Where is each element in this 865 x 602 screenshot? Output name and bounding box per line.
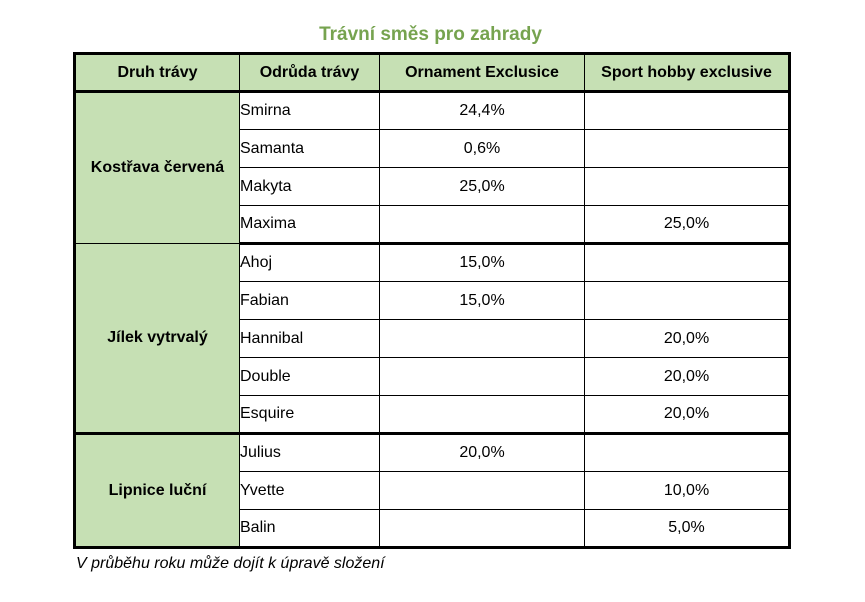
variety-cell: Maxima xyxy=(240,206,380,244)
table-row xyxy=(75,434,790,472)
ornament-value xyxy=(380,358,585,396)
sport-value xyxy=(585,434,790,472)
variety-cell: Samanta xyxy=(240,130,380,168)
sport-value xyxy=(585,130,790,168)
variety-cell: Esquire xyxy=(240,396,380,434)
sport-value: 25,0% xyxy=(585,206,790,244)
sport-value: 10,0% xyxy=(585,472,790,510)
table-header-row xyxy=(75,54,790,92)
header-sport-hobby-exclusive: Sport hobby exclusive xyxy=(585,54,790,92)
ornament-value: 15,0% xyxy=(380,282,585,320)
header-ornament-exclusice: Ornament Exclusice xyxy=(380,54,585,92)
ornament-value xyxy=(380,206,585,244)
ornament-value xyxy=(380,396,585,434)
variety-cell: Balin xyxy=(240,510,380,548)
variety-cell: Hannibal xyxy=(240,320,380,358)
ornament-value: 25,0% xyxy=(380,168,585,206)
sport-value xyxy=(585,92,790,130)
ornament-value: 24,4% xyxy=(380,92,585,130)
species-cell: Lipnice luční xyxy=(75,434,240,548)
sport-value xyxy=(585,244,790,282)
ornament-value: 20,0% xyxy=(380,434,585,472)
sport-value xyxy=(585,282,790,320)
grass-mix-table xyxy=(73,52,791,549)
composition-note: V průběhu roku může dojít k úpravě složení xyxy=(76,555,385,572)
ornament-value xyxy=(380,472,585,510)
variety-cell: Ahoj xyxy=(240,244,380,282)
header-species: Druh trávy xyxy=(75,54,240,92)
ornament-value xyxy=(380,320,585,358)
ornament-value: 15,0% xyxy=(380,244,585,282)
variety-cell: Makyta xyxy=(240,168,380,206)
species-cell: Kostřava červená xyxy=(75,92,240,244)
variety-cell: Fabian xyxy=(240,282,380,320)
species-cell: Jílek vytrvalý xyxy=(75,244,240,434)
ornament-value xyxy=(380,510,585,548)
variety-cell: Julius xyxy=(240,434,380,472)
header-variety: Odrůda trávy xyxy=(240,54,380,92)
sport-value: 20,0% xyxy=(585,320,790,358)
sport-value xyxy=(585,168,790,206)
sport-value: 20,0% xyxy=(585,358,790,396)
sport-value: 5,0% xyxy=(585,510,790,548)
ornament-value: 0,6% xyxy=(380,130,585,168)
document-title: Trávní směs pro zahrady xyxy=(319,24,542,45)
table-body xyxy=(75,92,790,548)
sport-value: 20,0% xyxy=(585,396,790,434)
table-row xyxy=(75,244,790,282)
variety-cell: Yvette xyxy=(240,472,380,510)
variety-cell: Smirna xyxy=(240,92,380,130)
table-row xyxy=(75,92,790,130)
variety-cell: Double xyxy=(240,358,380,396)
